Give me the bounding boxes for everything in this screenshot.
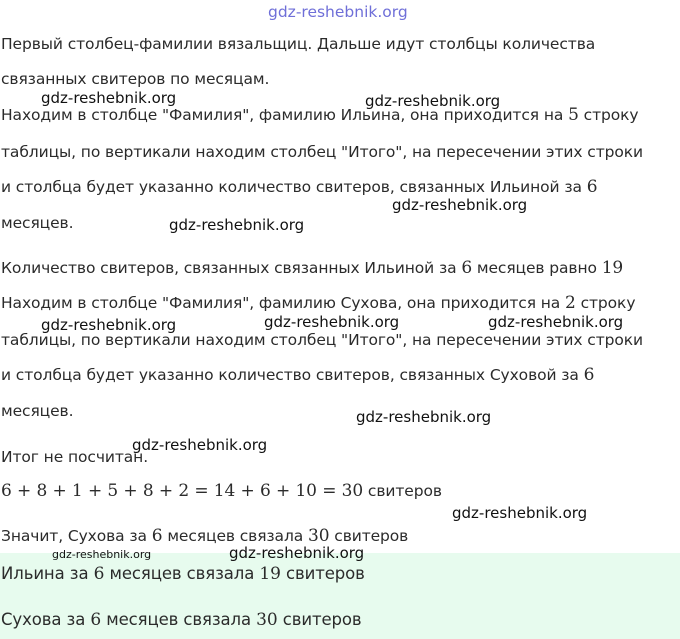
text-line-7-part-1: Количество свитеров, связанных связанных Ильиной за	[1, 259, 457, 277]
answer-ilina-unit: свитеров	[285, 564, 365, 583]
sukhova-total-number: 30	[308, 526, 330, 546]
watermark: gdz-reshebnik.org	[452, 504, 588, 522]
ilina-row-number: 5	[568, 105, 579, 125]
sukhova-row-number: 2	[565, 293, 576, 313]
watermark: gdz-reshebnik.org	[132, 436, 268, 454]
watermark: gdz-reshebnik.org	[365, 92, 501, 110]
text-line-13-part-2: месяцев связала	[167, 527, 304, 545]
text-line-13-part-1: Значит, Сухова за	[1, 527, 147, 545]
ilina-months-number-2: 6	[461, 258, 473, 278]
watermark-top: gdz-reshebnik.org	[268, 3, 408, 21]
text-line-3-part-2: строку	[583, 106, 639, 124]
answer-ilina-text: месяцев связала	[109, 564, 255, 583]
sum-equation: 6 + 8 + 1 + 5 + 8 + 2 = 14 + 6 + 10 = 30	[1, 481, 364, 501]
sukhova-months-number: 6	[583, 365, 595, 385]
text-line-10-part-1: и столбца будет указанно количество свитеров, связанных Суховой за	[1, 366, 579, 384]
ilina-months-number: 6	[586, 177, 598, 197]
ilina-total-number: 19	[601, 258, 624, 278]
text-line-10	[1, 365, 594, 385]
answer-line-sukhova	[1, 610, 362, 630]
watermark: gdz-reshebnik.org	[229, 544, 365, 562]
watermark: gdz-reshebnik.org	[169, 216, 305, 234]
text-line-13	[1, 526, 408, 546]
text-line-8	[1, 293, 635, 313]
text-line-8-part-1: Находим в столбце "Фамилия", фамилию Сухова, она приходится на	[1, 294, 561, 312]
watermark: gdz-reshebnik.org	[264, 313, 400, 331]
text-line-7-part-2: месяцев равно	[476, 259, 597, 277]
text-line-1: Первый столбец-фамилии вязальщиц. Дальше идут столбцы количества	[1, 35, 596, 53]
answer-box	[0, 553, 680, 639]
watermark-small: gdz-reshebnik.org	[52, 548, 152, 561]
text-line-3	[1, 105, 638, 125]
answer-ilina-count: 19	[259, 564, 281, 584]
sum-unit: свитеров	[367, 482, 442, 500]
watermark: gdz-reshebnik.org	[392, 196, 528, 214]
text-line-4: таблицы, по вертикали находим столбец "Итого", на пересечении этих строки	[1, 143, 643, 161]
text-line-2: связанных свитеров по месяцам.	[1, 70, 270, 88]
sum-equation-line	[1, 481, 442, 501]
watermark: gdz-reshebnik.org	[356, 408, 492, 426]
answer-ilina-name: Ильина за	[1, 564, 89, 583]
answer-sukhova-count: 30	[256, 610, 278, 630]
text-line-3-part-1: Находим в столбце "Фамилия", фамилию Ильина, она приходится на	[1, 106, 564, 124]
watermark: gdz-reshebnik.org	[488, 313, 624, 331]
answer-line-ilina	[1, 564, 365, 584]
watermark: gdz-reshebnik.org	[41, 316, 177, 334]
answer-sukhova-name: Сухова за	[1, 610, 86, 629]
text-line-6: месяцев.	[1, 214, 74, 232]
answer-sukhova-months: 6	[90, 610, 102, 630]
text-line-11: месяцев.	[1, 402, 74, 420]
text-line-5-part-1: и столбца будет указанно количество свитеров, связанных Ильиной за	[1, 178, 582, 196]
text-line-7	[1, 258, 623, 278]
watermark: gdz-reshebnik.org	[41, 89, 177, 107]
answer-sukhova-unit: свитеров	[282, 610, 362, 629]
text-line-5	[1, 177, 597, 197]
answer-sukhova-text: месяцев связала	[106, 610, 251, 629]
text-line-9: таблицы, по вертикали находим столбец "Итого", на пересечении этих строки	[1, 331, 643, 349]
text-line-13-part-3: свитеров	[334, 527, 409, 545]
text-line-8-part-2: строку	[580, 294, 636, 312]
sukhova-months-number-2: 6	[151, 526, 163, 546]
text-line-12: Итог не посчитан.	[1, 448, 149, 466]
answer-ilina-months: 6	[93, 564, 105, 584]
